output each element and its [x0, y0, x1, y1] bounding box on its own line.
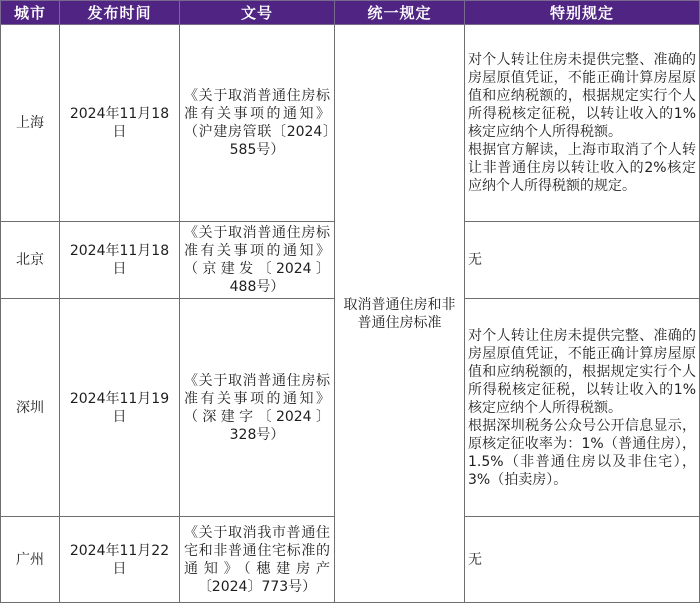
special-rule-paragraph: 对个人转让住房未提供完整、准确的房屋原值凭证，不能正确计算房屋原值和应纳税额的，根据规定实行个人所得税核定征税，以转让收入的1%核定应纳个人所得税额。	[468, 327, 696, 416]
special-rule-paragraph: 对个人转让住房未提供完整、准确的房屋原值凭证，不能正确计算房屋原值和应纳税额的，根据规定实行个人所得税核定征税，以转让收入的1%核定应纳个人所得税额。	[468, 52, 696, 140]
city-cell: 深圳	[1, 299, 60, 517]
special-rule-cell	[465, 222, 700, 299]
doc-cell: 《关于取消普通住房标准有关事项的通知》（沪建房管联〔2024〕585号）	[180, 25, 335, 222]
header-date: 发布时间	[60, 1, 180, 25]
special-rule-cell	[465, 299, 700, 517]
date-cell: 2024年11月22日	[60, 517, 180, 603]
special-rule-paragraph: 无	[468, 551, 482, 568]
city-cell: 广州	[1, 517, 60, 603]
doc-cell: 《关于取消普通住房标准有关事项的通知》（深建字〔2024〕328号）	[180, 299, 335, 517]
table-row	[1, 25, 700, 222]
city-cell: 上海	[1, 25, 60, 222]
doc-cell: 《关于取消普通住房标准有关事项的通知》（京建发〔2024〕488号）	[180, 222, 335, 299]
date-cell: 2024年11月18日	[60, 222, 180, 299]
special-rule-paragraph: 根据官方解读，上海市取消了个人转让非普通住房以转让收入的2%核定应纳个人所得税额的规定。	[468, 142, 696, 194]
date-cell: 2024年11月18日	[60, 25, 180, 222]
header-row	[1, 1, 700, 25]
doc-cell: 《关于取消我市普通住宅和非普通住宅标准的通知》（穗建房产〔2024〕773号）	[180, 517, 335, 603]
header-unified-rule: 统一规定	[335, 1, 465, 25]
date-cell: 2024年11月19日	[60, 299, 180, 517]
special-rule-cell	[465, 517, 700, 603]
unified-rule-cell: 取消普通住房和非普通住房标准	[335, 25, 465, 603]
header-special-rule: 特别规定	[465, 1, 700, 25]
special-rule-cell	[465, 25, 700, 222]
special-rule-paragraph: 根据深圳税务公众号公开信息显示，原核定征收率为：1%（普通住房），1.5%（非普通住房以及非住宅），3%（拍卖房）。	[468, 417, 696, 488]
special-rule-paragraph: 无	[468, 252, 482, 268]
city-cell: 北京	[1, 222, 60, 299]
header-city: 城市	[1, 1, 60, 25]
header-doc-number: 文号	[180, 1, 335, 25]
